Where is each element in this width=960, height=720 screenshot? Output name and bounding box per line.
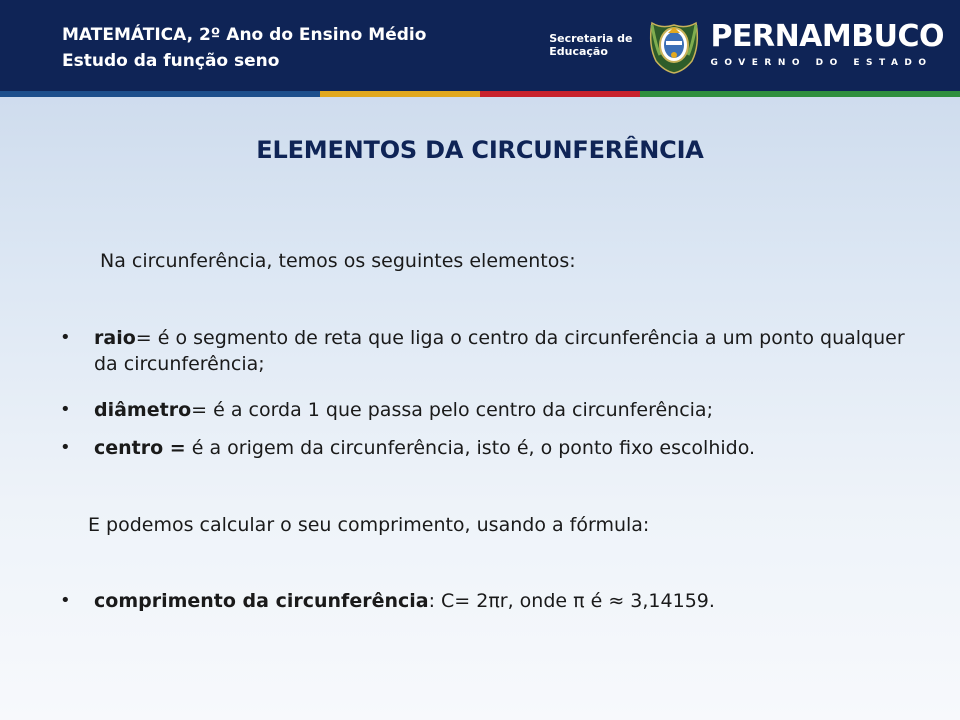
bullet-term: diâmetro	[94, 399, 192, 421]
bullet-term: centro =	[94, 437, 186, 459]
formula-term: comprimento da circunferência	[94, 590, 429, 612]
stripe-blue	[0, 91, 320, 97]
bullet-definition: = é o segmento de reta que liga o centro da circunferência a um ponto qualquer da circunferência;	[94, 327, 905, 375]
bullet-text	[94, 435, 920, 461]
stripe-green	[640, 91, 960, 97]
list-item	[60, 397, 920, 423]
state-wordmark	[710, 20, 944, 70]
course-subtitle: Estudo da função seno	[62, 51, 280, 71]
formula-item	[60, 588, 920, 614]
list-item	[60, 435, 920, 461]
stripe-yellow	[320, 91, 480, 97]
bullet-icon: •	[60, 590, 71, 611]
pernambuco-logo	[549, 14, 944, 76]
header-bar	[0, 0, 960, 91]
bullet-definition: = é a corda 1 que passa pelo centro da circunferência;	[191, 399, 713, 421]
secretaria-line2: Educação	[549, 45, 608, 58]
bullet-term: raio	[94, 327, 136, 349]
secretaria-line1: Secretaria de	[549, 32, 633, 45]
bullet-icon: •	[60, 327, 71, 348]
bullet-icon: •	[60, 399, 71, 420]
intro-text: Na circunferência, temos os seguintes elementos:	[100, 250, 576, 272]
state-name: PERNAMBUCO	[710, 19, 944, 54]
secretaria-label	[549, 32, 632, 58]
stripe-red	[480, 91, 640, 97]
slide-title: ELEMENTOS DA CIRCUNFERÊNCIA	[256, 136, 704, 164]
bullet-text	[94, 397, 920, 423]
bullet-definition: é a origem da circunferência, isto é, o ponto fixo escolhido.	[185, 437, 756, 459]
formula-definition: : C= 2πr, onde π é ≈ 3,14159.	[428, 590, 715, 612]
bullet-icon: •	[60, 437, 71, 458]
course-title: MATEMÁTICA, 2º Ano do Ensino Médio	[62, 25, 427, 45]
list-item	[60, 325, 920, 377]
color-stripe	[0, 91, 960, 97]
formula-intro-text: E podemos calcular o seu comprimento, usando a fórmula:	[88, 514, 650, 536]
state-seal-icon	[646, 15, 702, 75]
state-subtitle: GOVERNO DO ESTADO	[710, 58, 933, 68]
course-info	[62, 22, 426, 74]
bullet-text	[94, 588, 920, 614]
bullet-text	[94, 325, 920, 377]
